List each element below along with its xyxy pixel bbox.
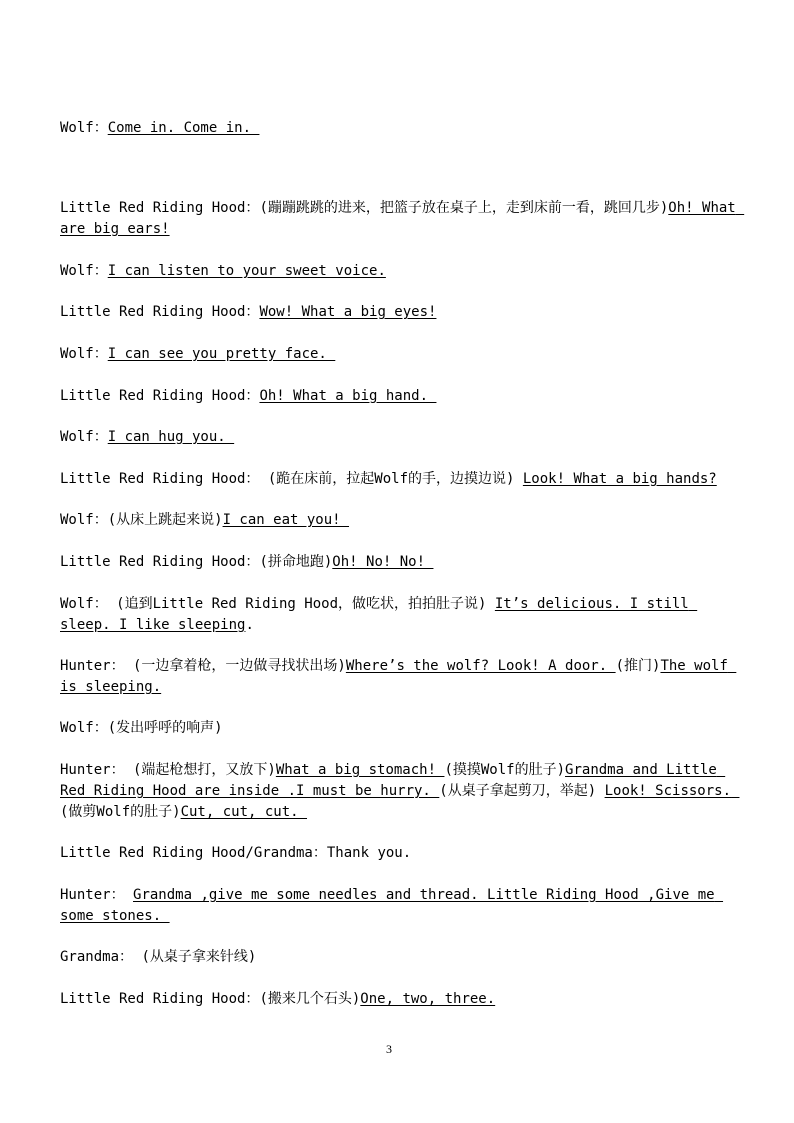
underlined-text: Oh! No! No! [332,554,434,570]
underlined-text: Where’s the wolf? Look! A door. [345,658,616,674]
text-segment [125,887,133,903]
dialogue-line [60,885,736,927]
underlined-text: Come in. Come in. [107,120,260,136]
underlined-text: Oh! What a big hand. [259,388,437,404]
text-segment: (从桌子拿来针线) [133,949,257,965]
dialogue-line [60,344,736,365]
underlined-text: I can listen to your sweet voice. [107,263,386,279]
underlined-text: Oh! What are big ears! [60,200,745,237]
speaker-label: Wolf： [60,263,108,279]
text-segment: (从桌子拿起剪刀，举起) [439,783,605,799]
underlined-text: One, two, three. [360,991,496,1007]
speaker-label: Wolf： [60,596,108,612]
speaker-label: Little Red Riding Hood： [60,304,260,320]
dialogue-line [60,947,736,968]
speaker-label: Wolf： [60,512,108,528]
speaker-label: Wolf： [60,429,108,445]
page-number: 3 [386,1042,392,1056]
dialogue-line [60,261,736,282]
speaker-label: Wolf： [60,120,108,136]
text-segment: Thank you. [326,845,412,861]
underlined-text: Wow! What a big eyes! [259,304,437,320]
underlined-text: What a big stomach! [275,762,445,778]
speaker-label: Hunter： [60,762,125,778]
dialogue-line [60,118,736,139]
text-segment: (做剪Wolf的肚子) [60,804,181,820]
underlined-text: The wolf is sleeping. [60,658,737,695]
underlined-text: I can eat you! [222,512,350,528]
underlined-text: I can hug you. [107,429,235,445]
text-segment: (从床上跳起来说) [107,512,223,528]
speaker-label: Little Red Riding Hood： [60,388,260,404]
dialogue-line [60,469,736,490]
dialogue-line [60,302,736,323]
text-segment: (发出呼呼的响声) [107,720,223,736]
text-segment: (摸摸Wolf的肚子) [444,762,566,778]
dialogue-line [60,594,736,636]
dialogue-line [60,843,736,864]
speaker-label: Little Red Riding Hood/Grandma： [60,845,327,861]
underlined-text: Look! Scissors. [604,783,740,799]
text-segment: (蹦蹦跳跳的进来，把篮子放在桌子上，走到床前一看，跳回几步) [259,200,669,216]
dialogue-line [60,198,745,240]
dialogue-line [60,760,740,823]
speaker-label: Little Red Riding Hood： [60,471,260,487]
dialogue-line [60,386,736,407]
text-segment: . [245,617,254,633]
dialogue-line [60,989,736,1010]
underlined-text: I can see you pretty face. [107,346,336,362]
speaker-label: Little Red Riding Hood： [60,554,260,570]
speaker-label: Grandma： [60,949,134,965]
text-segment: (追到Little Red Riding Hood，做吃状，拍拍肚子说) [107,596,495,612]
underlined-text: Grandma and Little Red Riding Hood are inside .I must be hurry. [60,762,726,799]
underlined-text: It’s delicious. I still sleep. I like sleeping [60,596,698,633]
dialogue-line [60,510,736,531]
speaker-label: Wolf： [60,346,108,362]
document-page [60,0,745,1123]
speaker-label: Hunter： [60,887,125,903]
text-segment: (跪在床前，拉起Wolf的手，边摸边说) [259,471,523,487]
speaker-label: Little Red Riding Hood： [60,991,260,1007]
text-segment: (一边拿着枪，一边做寻找状出场) [124,658,346,674]
underlined-text: Cut, cut, cut. [180,804,308,820]
text-segment: (推门) [615,658,661,674]
speaker-label: Little Red Riding Hood： [60,200,260,216]
text-segment: (端起枪想打，又放下) [124,762,276,778]
speaker-label: Hunter： [60,658,125,674]
dialogue-line [60,552,736,573]
underlined-text: Look! What a big hands? [522,471,717,487]
speaker-label: Wolf： [60,720,108,736]
dialogue-line [60,427,736,448]
text-segment: (搬来几个石头) [259,991,361,1007]
dialogue-line [60,718,736,739]
dialogue-line [60,656,736,698]
underlined-text: Grandma ,give me some needles and thread. Little Riding Hood ,Give me some stones. [60,887,724,924]
text-segment: (拼命地跑) [259,554,333,570]
